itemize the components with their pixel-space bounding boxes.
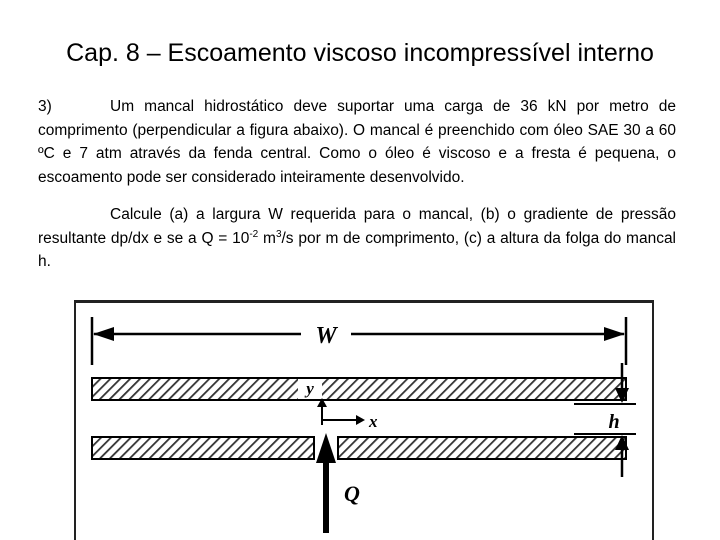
slide-title: Cap. 8 – Escoamento viscoso incompressível interno (66, 39, 654, 67)
inflow-arrow-shaft (323, 453, 329, 533)
problem-paragraph-2-part2: m (258, 229, 276, 247)
x-axis-arrowhead (356, 415, 365, 425)
x-axis-label: x (369, 412, 378, 431)
flow-exponent: -2 (249, 228, 259, 240)
problem-statement (38, 95, 676, 274)
width-arrowhead-left (93, 327, 114, 341)
problem-number: 3) (38, 98, 52, 115)
problem-paragraph-2-part1: Calcule (a) a largura W requerida para o mancal, (b) o gradiente de pressão resultante dp/dx e se a Q = 10 (38, 206, 676, 247)
top-plate (92, 378, 626, 400)
bearing-diagram (76, 303, 652, 540)
flow-rate-label: Q (344, 481, 360, 506)
bearing-figure (74, 300, 654, 540)
width-arrowhead-right (604, 327, 625, 341)
problem-paragraph-1-text: Um mancal hidrostático deve suportar uma carga de 36 kN por metro de comprimento (perpendicular a figura abaixo). O mancal é preenchido com óleo SAE 30 a 60 ºC e 7 atm através da fenda central. Como o óleo é viscoso e a fresta é pequena, o escoamento pode ser considerado inteiramente desenvolvido. (38, 98, 676, 186)
volume-exponent: 3 (275, 228, 282, 240)
problem-paragraph-2-part3: /s por m de comprimento, (c) a altura da folga do mancal h. (38, 229, 677, 270)
bottom-plate-right (338, 437, 626, 459)
inflow-arrowhead (316, 433, 336, 463)
width-label: W (315, 323, 337, 349)
problem-paragraph-1 (38, 95, 676, 189)
gap-height-label: h (608, 411, 620, 433)
bottom-plate-left (92, 437, 314, 459)
problem-paragraph-2 (38, 203, 676, 274)
y-axis-label: y (306, 379, 314, 398)
